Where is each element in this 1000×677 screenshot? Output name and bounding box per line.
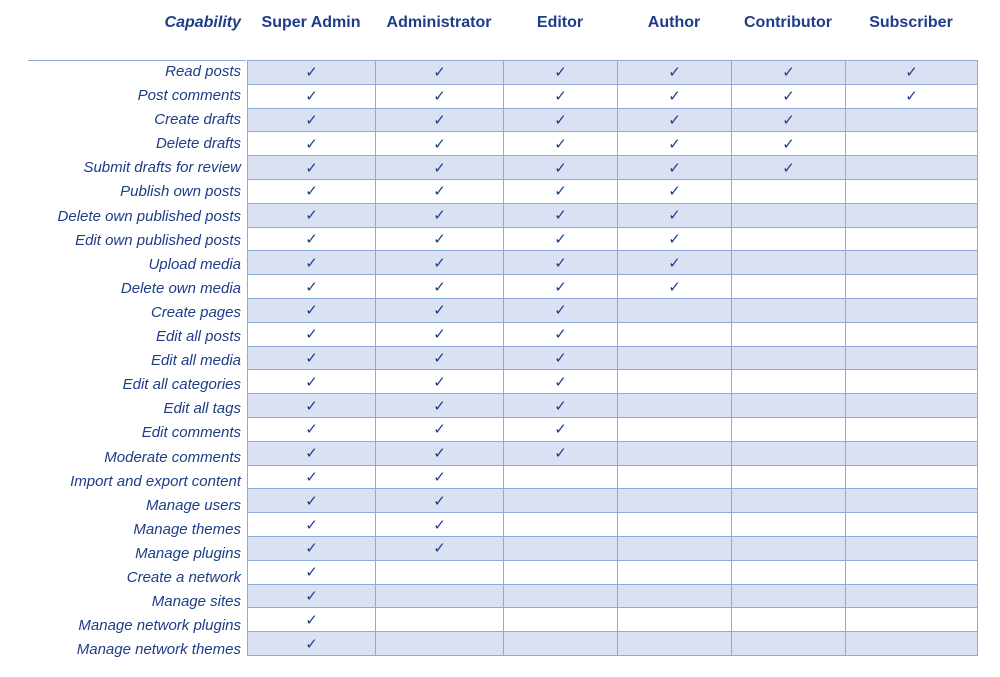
table-cell [618,108,732,132]
table-cell [248,584,376,608]
check-icon: ✓ [305,159,318,177]
table-cell [846,394,978,418]
table-cell [248,108,376,132]
table-cell [618,394,732,418]
table-cell [732,322,846,346]
capability-label: Create drafts [154,111,241,129]
table-cell [732,441,846,465]
table-cell [618,179,732,203]
check-icon: ✓ [305,397,318,415]
table-cell [248,84,376,108]
role-header-administrator: Administrator [386,14,492,31]
table-cell [846,513,978,537]
capability-label: Create a network [126,568,241,586]
table-cell [504,608,618,632]
table-cell [732,417,846,441]
table-cell [846,179,978,203]
capability-label: Delete own media [120,279,241,297]
table-cell [376,322,504,346]
table-cell [846,584,978,608]
check-icon: ✓ [305,64,318,82]
table-cell [618,298,732,322]
check-icon: ✓ [305,135,318,153]
table-cell [376,84,504,108]
table-cell [504,132,618,156]
check-icon: ✓ [433,111,446,129]
table-cell [504,465,618,489]
table-cell [618,251,732,275]
capability-label: Edit all tags [163,400,241,418]
check-icon: ✓ [668,183,681,201]
check-icon: ✓ [433,326,446,344]
table-row [248,394,978,418]
table-cell [846,275,978,299]
capability-label: Edit all media [150,352,241,370]
check-icon: ✓ [433,445,446,463]
table-cell [504,584,618,608]
role-header-contributor: Contributor [744,14,832,31]
check-icon: ✓ [433,135,446,153]
table-cell [846,417,978,441]
table-row [248,560,978,584]
check-icon: ✓ [305,540,318,558]
check-icon: ✓ [554,421,567,439]
check-icon: ✓ [433,230,446,248]
table-cell [618,61,732,85]
table-cell [504,441,618,465]
table-cell [376,584,504,608]
table-cell [846,346,978,370]
check-icon: ✓ [305,111,318,129]
table-cell [248,346,376,370]
table-cell [248,179,376,203]
table-cell [732,61,846,85]
check-icon: ✓ [668,278,681,296]
check-icon: ✓ [433,516,446,534]
check-icon: ✓ [305,183,318,201]
table-row [248,441,978,465]
check-icon: ✓ [668,254,681,272]
capability-label: Edit all posts [155,328,241,346]
table-cell [618,560,732,584]
table-cell [376,346,504,370]
check-icon: ✓ [305,302,318,320]
table-cell [732,203,846,227]
table-cell [504,560,618,584]
table-cell [618,489,732,513]
capability-label: Edit comments [141,424,241,442]
check-icon: ✓ [554,349,567,367]
table-cell [504,417,618,441]
table-cell [376,608,504,632]
capability-label: Upload media [148,255,241,273]
table-cell [618,275,732,299]
check-icon: ✓ [433,207,446,225]
check-icon: ✓ [433,254,446,272]
table-cell [376,251,504,275]
table-cell [504,227,618,251]
check-icon: ✓ [554,183,567,201]
table-cell [732,536,846,560]
table-cell [504,156,618,180]
table-cell [504,203,618,227]
table-cell [504,489,618,513]
table-cell [846,608,978,632]
check-icon: ✓ [433,492,446,510]
capability-label: Submit drafts for review [83,159,241,177]
table-cell [732,227,846,251]
table-cell [248,61,376,85]
table-cell [846,489,978,513]
check-icon: ✓ [305,373,318,391]
table-cell [618,370,732,394]
check-icon: ✓ [554,373,567,391]
check-icon: ✓ [433,397,446,415]
table-cell [248,441,376,465]
check-icon: ✓ [305,254,318,272]
table-row [248,84,978,108]
table-cell [504,536,618,560]
table-cell [846,132,978,156]
capability-label: Import and export content [70,472,241,490]
table-row [248,61,978,85]
table-cell [732,560,846,584]
table-cell [846,203,978,227]
table-cell [504,632,618,656]
check-icon: ✓ [554,302,567,320]
table-cell [732,370,846,394]
check-icon: ✓ [554,278,567,296]
capability-label: Read posts [165,63,241,80]
table-cell [504,84,618,108]
check-icon: ✓ [554,326,567,344]
capability-label: Edit own published posts [75,231,241,249]
check-icon: ✓ [305,421,318,439]
table-cell [618,584,732,608]
check-icon: ✓ [554,64,567,82]
table-cell [376,203,504,227]
table-cell [376,536,504,560]
capability-label: Manage network plugins [78,617,241,635]
table-cell [248,560,376,584]
capability-label: Delete own published posts [57,207,241,225]
check-icon: ✓ [305,516,318,534]
table-cell [846,632,978,656]
check-icon: ✓ [668,135,681,153]
check-icon: ✓ [554,111,567,129]
table-cell [504,322,618,346]
check-icon: ✓ [668,111,681,129]
check-icon: ✓ [305,230,318,248]
table-cell [376,275,504,299]
table-cell [732,108,846,132]
check-icon: ✓ [433,278,446,296]
table-cell [248,536,376,560]
table-row [248,179,978,203]
table-cell [248,370,376,394]
table-row [248,132,978,156]
check-icon: ✓ [554,445,567,463]
table-cell [618,417,732,441]
check-icon: ✓ [305,207,318,225]
table-cell [618,132,732,156]
table-cell [618,203,732,227]
table-cell [618,441,732,465]
table-cell [504,298,618,322]
check-icon: ✓ [433,468,446,486]
capability-label: Edit all categories [122,376,241,394]
capability-label: Manage users [145,496,241,514]
table-cell [504,370,618,394]
table-cell [618,513,732,537]
table-cell [504,394,618,418]
table-cell [248,227,376,251]
check-icon: ✓ [782,64,795,82]
table-cell [504,61,618,85]
capability-label: Create pages [150,303,241,321]
table-cell [504,108,618,132]
table-cell [846,251,978,275]
table-row [248,370,978,394]
table-cell [248,132,376,156]
check-icon: ✓ [554,88,567,106]
table-cell [504,179,618,203]
table-cell [846,560,978,584]
capability-label: Publish own posts [120,183,241,201]
table-cell [376,179,504,203]
table-cell [376,61,504,85]
table-cell [248,513,376,537]
table-row [248,489,978,513]
capability-label: Post comments [137,87,241,105]
capability-label: Moderate comments [104,448,241,466]
table-cell [248,156,376,180]
table-cell [504,513,618,537]
check-icon: ✓ [668,207,681,225]
table-cell [732,608,846,632]
table-row [248,346,978,370]
check-icon: ✓ [433,349,446,367]
capability-label: Delete drafts [155,135,241,153]
check-icon: ✓ [305,349,318,367]
capability-label: Manage network themes [76,641,241,659]
table-cell [846,298,978,322]
table-cell [846,536,978,560]
check-icon: ✓ [554,397,567,415]
check-icon: ✓ [668,230,681,248]
table-row [248,417,978,441]
check-icon: ✓ [668,159,681,177]
check-icon: ✓ [433,159,446,177]
role-header-subscriber: Subscriber [869,14,953,31]
table-cell [248,465,376,489]
table-cell [732,632,846,656]
check-icon: ✓ [433,183,446,201]
table-cell [376,465,504,489]
table-row [248,584,978,608]
check-icon: ✓ [905,88,918,106]
table-row [248,156,978,180]
table-cell [248,298,376,322]
table-cell [618,227,732,251]
table-row [248,203,978,227]
check-icon: ✓ [782,159,795,177]
table-cell [504,251,618,275]
table-cell [376,298,504,322]
table-cell [732,132,846,156]
table-cell [376,441,504,465]
table-row [248,513,978,537]
table-header [0,14,1000,34]
table-cell [376,108,504,132]
table-cell [846,227,978,251]
check-icon: ✓ [305,587,318,605]
table-row [248,608,978,632]
table-row [248,632,978,656]
table-cell [732,298,846,322]
table-cell [618,632,732,656]
table-cell [248,394,376,418]
table-cell [248,251,376,275]
table-cell [846,156,978,180]
table-cell [618,536,732,560]
check-icon: ✓ [554,254,567,272]
role-header-author: Author [647,14,701,31]
capability-labels [28,60,241,662]
table-row [248,251,978,275]
table-cell [618,346,732,370]
check-icon: ✓ [554,159,567,177]
check-icon: ✓ [305,492,318,510]
check-icon: ✓ [554,207,567,225]
table-cell [504,346,618,370]
table-row [248,227,978,251]
check-icon: ✓ [433,64,446,82]
check-icon: ✓ [305,564,318,582]
table-cell [248,203,376,227]
capability-header: Capability [164,14,241,31]
table-cell [732,84,846,108]
check-icon: ✓ [305,445,318,463]
table-cell [732,179,846,203]
table-cell [248,632,376,656]
check-icon: ✓ [305,326,318,344]
check-icon: ✓ [554,135,567,153]
table-cell [376,156,504,180]
table-cell [618,84,732,108]
table-cell [732,275,846,299]
table-cell [846,84,978,108]
table-cell [618,465,732,489]
table-cell [732,584,846,608]
check-icon: ✓ [305,635,318,653]
table-cell [732,394,846,418]
check-icon: ✓ [905,64,918,82]
check-icon: ✓ [668,64,681,82]
role-header-super-admin: Super Admin [261,14,361,31]
check-icon: ✓ [668,88,681,106]
table-cell [376,132,504,156]
table-cell [248,417,376,441]
check-icon: ✓ [782,135,795,153]
capability-label: Manage themes [133,520,241,538]
check-icon: ✓ [305,468,318,486]
table-row [248,298,978,322]
capability-label: Manage sites [151,593,241,611]
table-cell [248,322,376,346]
check-icon: ✓ [554,230,567,248]
role-header-editor: Editor [536,14,584,31]
table-cell [846,322,978,346]
table-cell [504,275,618,299]
table-cell [732,251,846,275]
check-icon: ✓ [782,111,795,129]
check-icon: ✓ [433,540,446,558]
table-row [248,536,978,560]
table-cell [732,513,846,537]
table-cell [846,61,978,85]
table-row [248,275,978,299]
table-cell [846,441,978,465]
table-cell [248,608,376,632]
check-icon: ✓ [433,373,446,391]
table-cell [618,156,732,180]
check-icon: ✓ [305,278,318,296]
check-icon: ✓ [433,88,446,106]
table-cell [732,156,846,180]
table-cell [376,227,504,251]
table-cell [732,465,846,489]
table-cell [618,608,732,632]
table-row [248,322,978,346]
table-cell [376,560,504,584]
capability-label: Manage plugins [135,544,241,562]
table-row [248,108,978,132]
capability-matrix [247,60,978,656]
check-icon: ✓ [433,421,446,439]
table-cell [846,108,978,132]
table-cell [376,513,504,537]
table-row [248,465,978,489]
table-cell [376,370,504,394]
table-cell [618,322,732,346]
table-cell [376,417,504,441]
check-icon: ✓ [305,88,318,106]
table-cell [248,275,376,299]
check-icon: ✓ [305,611,318,629]
table-cell [376,489,504,513]
table-cell [376,394,504,418]
table-cell [732,346,846,370]
check-icon: ✓ [782,88,795,106]
table-cell [732,489,846,513]
check-icon: ✓ [433,302,446,320]
table-cell [376,632,504,656]
table-cell [846,465,978,489]
table-cell [248,489,376,513]
table-cell [846,370,978,394]
